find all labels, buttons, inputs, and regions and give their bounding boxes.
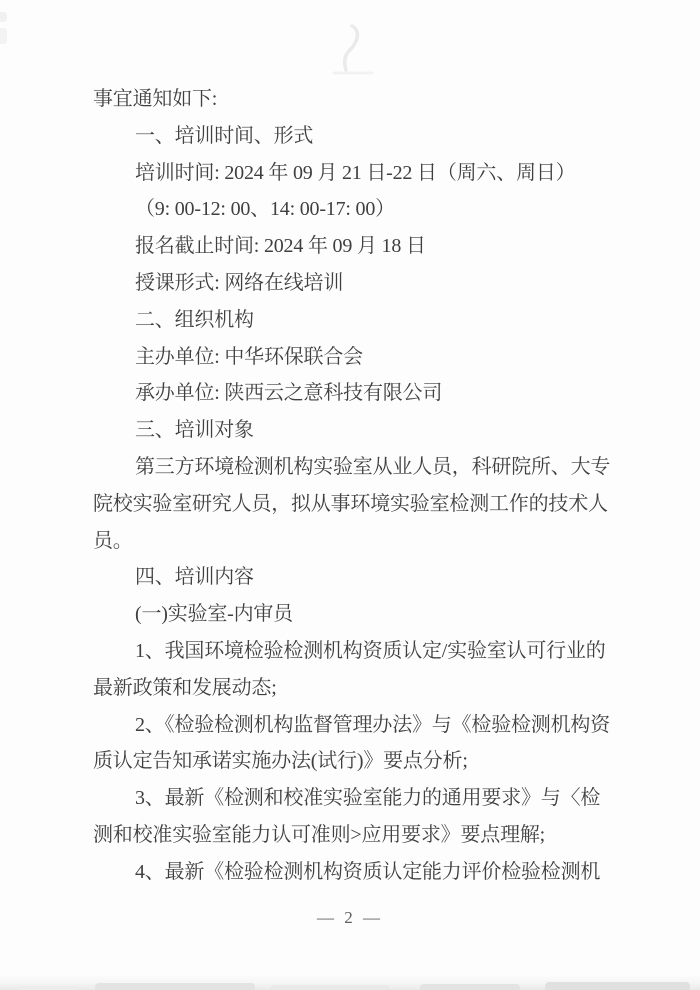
document-line: 主办单位: 中华环保联合会 — [135, 345, 363, 368]
scan-artifact-bottom-edge — [0, 974, 700, 990]
scan-noise-blob — [270, 985, 390, 990]
document-line: 二、组织机构 — [135, 308, 254, 331]
document-line: 4、最新《检验检测机构资质认定能力评价检验检测机 — [135, 860, 601, 883]
scan-artifact-edge-mark — [0, 28, 7, 44]
scan-artifact-edge-mark — [0, 12, 7, 22]
document-line: (一)实验室-内审员 — [135, 603, 293, 626]
document-line: 员。 — [93, 529, 133, 552]
document-line: 3、最新《检测和校准实验室能力的通用要求》与〈检 — [135, 787, 601, 810]
document-line: 授课形式: 网络在线培训 — [135, 271, 344, 294]
document-line: 培训时间: 2024 年 09 月 21 日-22 日（周六、周日） — [135, 161, 576, 184]
document-line: 三、培训对象 — [135, 419, 254, 442]
document-line: 2、《检验检测机构监督管理办法》与《检验检测机构资 — [135, 713, 610, 736]
document-line: 第三方环境检测机构实验室从业人员，科研院所、大专 — [135, 455, 611, 478]
document-line: 院校实验室研究人员，拟从事环境实验室检测工作的技术人 — [93, 492, 608, 515]
scan-noise-blob — [18, 986, 78, 990]
document-line: 一、培训时间、形式 — [135, 124, 314, 147]
scan-noise-blob — [95, 983, 255, 990]
document-line: 最新政策和发展动态; — [93, 676, 277, 699]
document-line: 四、培训内容 — [135, 566, 254, 589]
document-line: 测和校准实验室能力认可准则>应用要求》要点理解; — [93, 823, 546, 846]
document-line: 事宜通知如下: — [93, 88, 218, 110]
page-number: — 2 — — [317, 907, 383, 927]
scan-noise-blob — [420, 984, 520, 990]
document-line: 报名截止时间: 2024 年 09 月 18 日 — [135, 235, 426, 258]
document-line: （9: 00-12: 00、14: 00-17: 00） — [135, 198, 395, 221]
scan-noise-blob — [545, 982, 690, 990]
document-line: 质认定告知承诺实施办法(试行)》要点分析; — [93, 750, 468, 773]
document-line: 1、我国环境检验检测机构资质认定/实验室认可行业的 — [135, 639, 606, 662]
document-line: 承办单位: 陕西云之意科技有限公司 — [135, 382, 443, 405]
